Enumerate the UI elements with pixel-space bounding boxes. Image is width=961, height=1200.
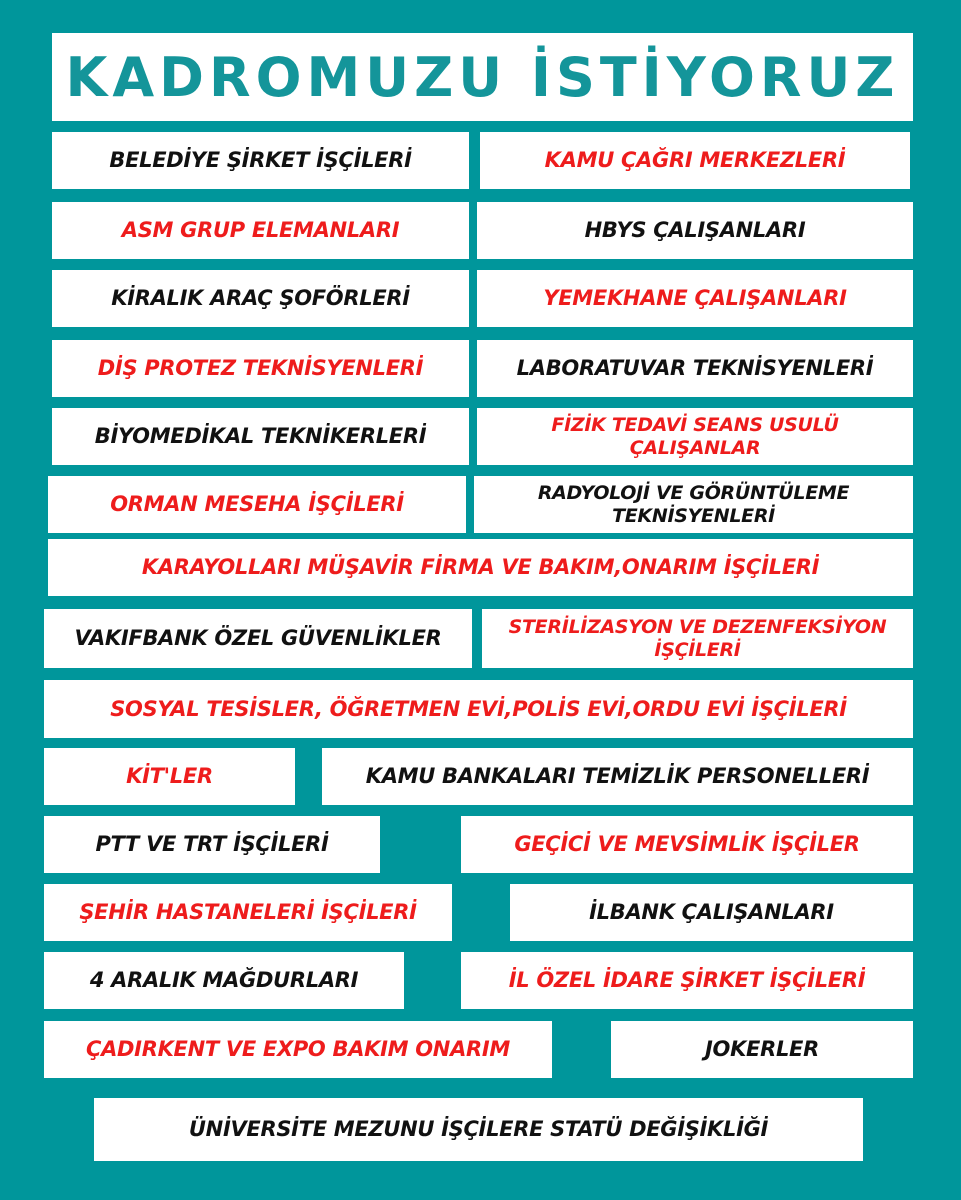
- label-cadirkent-expo: [44, 1021, 552, 1078]
- label-il-ozel-idare-sirket-iscileri: [461, 952, 913, 1009]
- label-text: PTT VE TRT İŞÇİLERİ: [95, 832, 329, 856]
- label-sehir-hastaneleri-iscileri: [44, 884, 452, 941]
- label-gecici-mevsimlik-isciler: [461, 816, 913, 873]
- label-text: RADYOLOJİ VE GÖRÜNTÜLEME TEKNİSYENLERİ: [537, 481, 850, 527]
- label-text: KARAYOLLARI MÜŞAVİR FİRMA VE BAKIM,ONARIM İŞÇİLERİ: [141, 555, 820, 579]
- label-text: JOKERLER: [705, 1037, 819, 1061]
- label-text: DİŞ PROTEZ TEKNİSYENLERİ: [97, 356, 424, 380]
- label-kamu-cagri-merkezleri: [480, 132, 910, 189]
- label-fizik-tedavi-seans: [477, 408, 913, 465]
- label-text: FİZİK TEDAVİ SEANS USULÜ ÇALIŞANLAR: [551, 413, 839, 459]
- label-text: ÜNİVERSİTE MEZUNU İŞÇİLERE STATÜ DEĞİŞİKLİĞİ: [188, 1117, 769, 1141]
- label-ptt-trt-iscileri: [44, 816, 380, 873]
- label-kiralik-arac-soforleri: [52, 270, 469, 327]
- label-sterilizasyon-dezenfeksiyon: [482, 609, 913, 668]
- label-yemekhane-calisanlari: [477, 270, 913, 327]
- label-text: ORMAN MESEHA İŞÇİLERİ: [110, 492, 404, 516]
- label-text: KAMU ÇAĞRI MERKEZLERİ: [544, 148, 846, 172]
- label-vakifbank-ozel-guvenlikler: [44, 609, 472, 668]
- label-universite-mezunu-isciler: [94, 1098, 863, 1161]
- label-text: VAKIFBANK ÖZEL GÜVENLİKLER: [74, 626, 442, 650]
- label-text: STERİLİZASYON VE DEZENFEKSİYON İŞÇİLERİ: [508, 615, 887, 661]
- label-kitler: [44, 748, 295, 805]
- label-text: KİRALIK ARAÇ ŞOFÖRLERİ: [111, 286, 410, 310]
- label-text: KAMU BANKALARI TEMİZLİK PERSONELLERİ: [365, 764, 870, 788]
- label-kamu-bankalari-temizlik: [322, 748, 913, 805]
- label-text: YEMEKHANE ÇALIŞANLARI: [543, 286, 847, 310]
- label-text: ŞEHİR HASTANELERİ İŞÇİLERİ: [79, 900, 417, 924]
- label-jokerler: [611, 1021, 913, 1078]
- label-text: 4 ARALIK MAĞDURLARI: [89, 968, 359, 992]
- label-text: ÇADIRKENT VE EXPO BAKIM ONARIM: [85, 1037, 511, 1061]
- label-radyoloji-goruntuleme: [474, 476, 913, 533]
- label-text: SOSYAL TESİSLER, ÖĞRETMEN EVİ,POLİS EVİ,ORDU EVİ İŞÇİLERİ: [110, 696, 847, 721]
- label-laboratuvar-teknisyenleri: [477, 340, 913, 397]
- label-orman-meseha-iscileri: [48, 476, 466, 533]
- label-belediye-sirket-iscileri: [52, 132, 469, 189]
- label-4-aralik-magdurlari: [44, 952, 404, 1009]
- label-text: İLBANK ÇALIŞANLARI: [589, 900, 834, 924]
- label-text: GEÇİCİ VE MEVSİMLİK İŞÇİLER: [514, 832, 860, 856]
- label-sosyal-tesisler: [44, 680, 913, 738]
- label-asm-grup-elemanlari: [52, 202, 469, 259]
- label-text: İL ÖZEL İDARE ŞİRKET İŞÇİLERİ: [508, 968, 866, 992]
- label-text: LABORATUVAR TEKNİSYENLERİ: [516, 356, 874, 380]
- label-karayollari: [48, 539, 913, 596]
- page-title: KADROMUZU İSTİYORUZ: [65, 45, 900, 109]
- label-text: BİYOMEDİKAL TEKNİKERLERİ: [94, 424, 427, 448]
- label-text: KİT'LER: [126, 764, 213, 788]
- label-text: ASM GRUP ELEMANLARI: [121, 218, 400, 242]
- label-text: BELEDİYE ŞİRKET İŞÇİLERİ: [109, 148, 412, 172]
- title-banner: [52, 33, 913, 121]
- label-hbys-calisanlari: [477, 202, 913, 259]
- label-biyomedikal-teknikerleri: [52, 408, 469, 465]
- label-ilbank-calisanlari: [510, 884, 913, 941]
- label-text: HBYS ÇALIŞANLARI: [584, 218, 806, 242]
- label-dis-protez-teknisyenleri: [52, 340, 469, 397]
